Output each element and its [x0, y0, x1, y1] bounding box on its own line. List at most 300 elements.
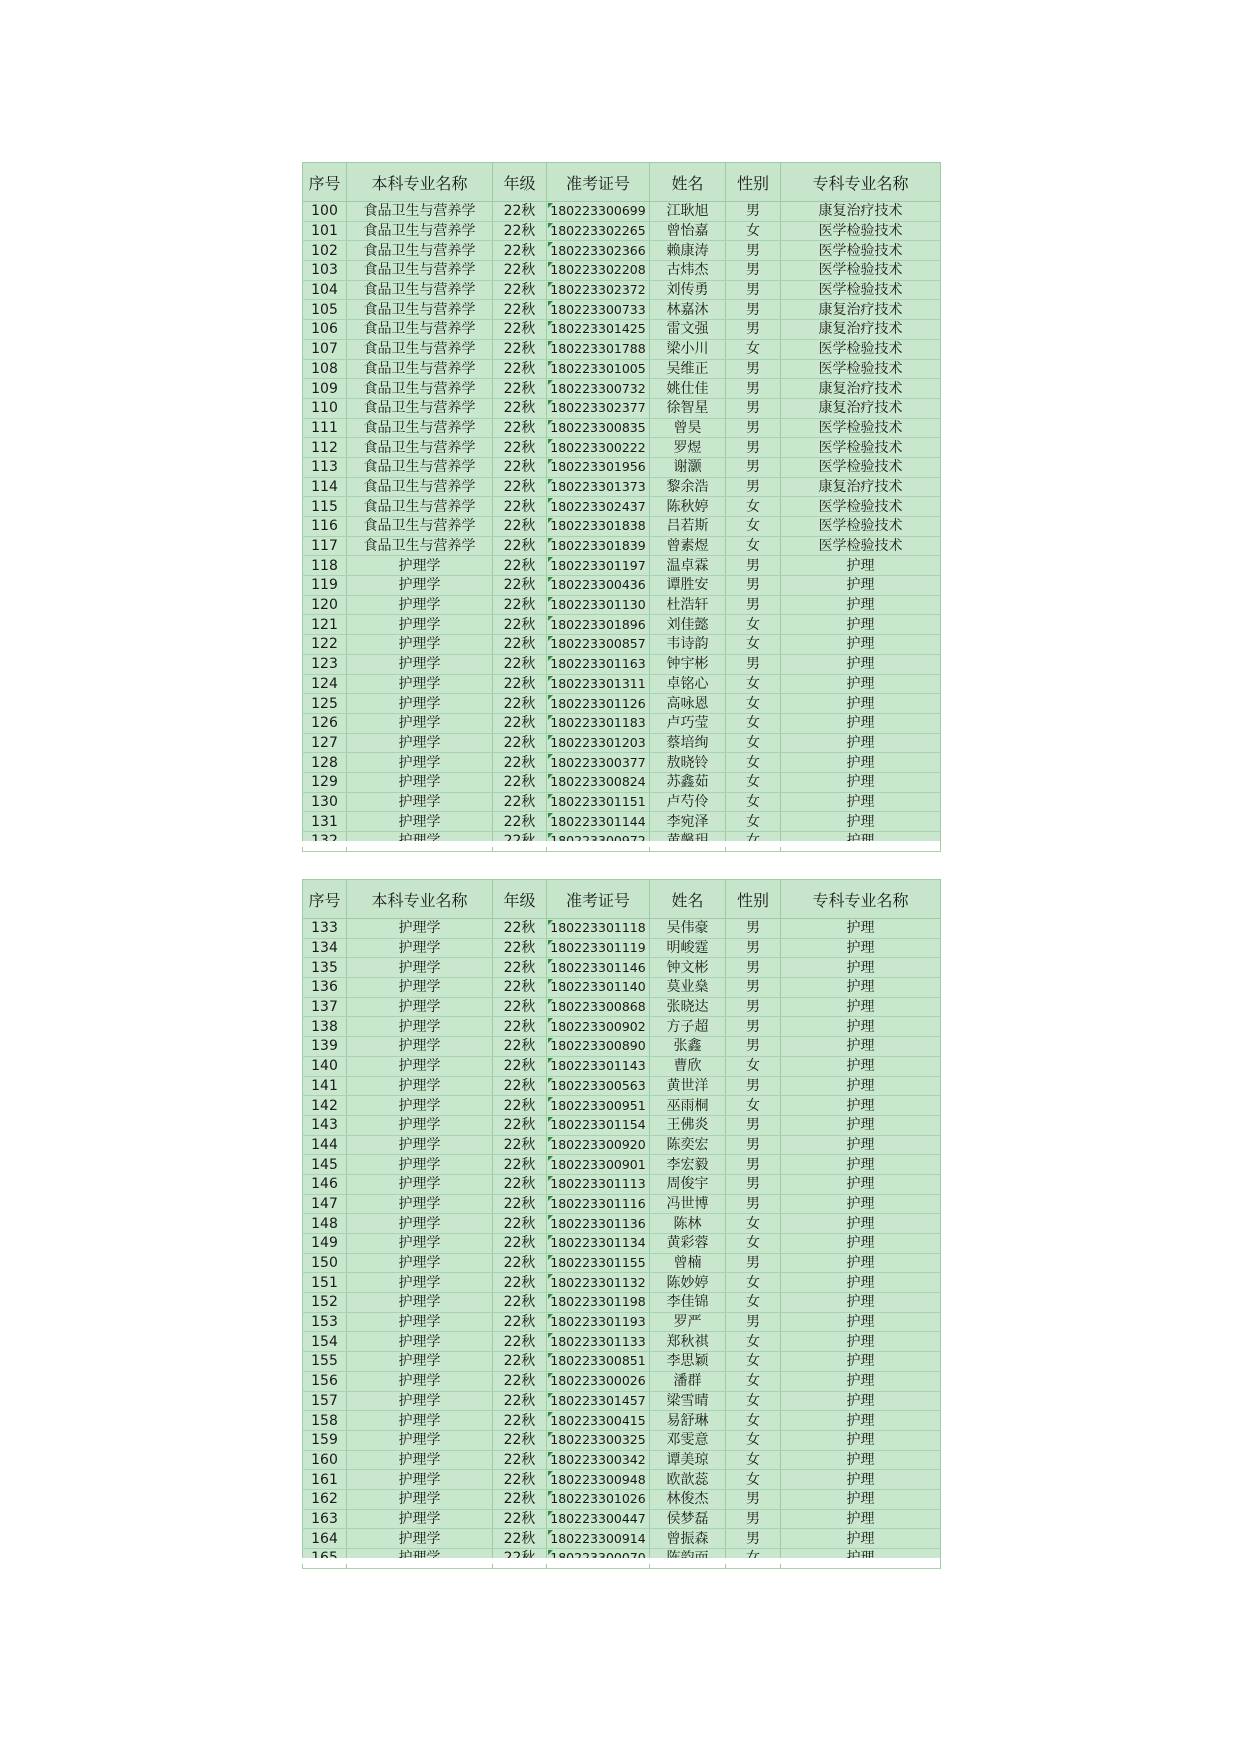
cell-exam-number: 180223301311	[547, 674, 650, 694]
cell-exam-number: 180223301193	[547, 1312, 650, 1332]
cell-bachelor-major: 护理学	[347, 1312, 493, 1332]
cell-index: 128	[303, 753, 347, 773]
cell-bachelor-major: 食品卫生与营养学	[347, 280, 493, 300]
cell-college-major: 医学检验技术	[781, 536, 941, 556]
cell-grade: 22秋	[493, 694, 547, 714]
table-row	[303, 536, 941, 556]
cell-index: 129	[303, 772, 347, 792]
table-row	[303, 635, 941, 655]
table-row	[303, 261, 941, 281]
cell-gender: 女	[726, 1056, 781, 1076]
cell-college-major: 护理	[781, 1037, 941, 1057]
cell-gender: 女	[726, 1096, 781, 1116]
cell-bachelor-major: 护理学	[347, 919, 493, 939]
cell-index: 161	[303, 1470, 347, 1490]
cell-college-major: 护理	[781, 1214, 941, 1234]
cell-college-major: 医学检验技术	[781, 418, 941, 438]
table-row	[303, 1135, 941, 1155]
cell-name: 曾振森	[650, 1529, 726, 1549]
roster-table-1	[302, 162, 940, 847]
table-row	[303, 1194, 941, 1214]
cell-index: 150	[303, 1253, 347, 1273]
table-row	[303, 1391, 941, 1411]
cell-bachelor-major: 护理学	[347, 1174, 493, 1194]
cell-college-major: 护理	[781, 654, 941, 674]
cell-gender: 男	[726, 654, 781, 674]
cell-index: 119	[303, 576, 347, 596]
cell-college-major: 护理	[781, 1135, 941, 1155]
table-row	[303, 919, 941, 939]
cell-college-major: 医学检验技术	[781, 221, 941, 241]
cell-college-major: 护理	[781, 694, 941, 714]
table-row	[303, 615, 941, 635]
cell-name: 卓铭心	[650, 674, 726, 694]
cell-bachelor-major: 护理学	[347, 1430, 493, 1450]
cell-bachelor-major: 护理学	[347, 1332, 493, 1352]
cell-exam-number: 180223300920	[547, 1135, 650, 1155]
cell-exam-number: 180223301896	[547, 615, 650, 635]
cell-bachelor-major: 护理学	[347, 1509, 493, 1529]
header-gender: 性别	[726, 880, 781, 919]
table-row	[303, 320, 941, 340]
cell-grade: 22秋	[493, 1430, 547, 1450]
cell-gender: 女	[726, 1371, 781, 1391]
cell-college-major: 护理	[781, 978, 941, 998]
cell-bachelor-major: 食品卫生与营养学	[347, 477, 493, 497]
cell-bachelor-major: 食品卫生与营养学	[347, 241, 493, 261]
cell-bachelor-major: 护理学	[347, 1037, 493, 1057]
header-exam-number: 准考证号	[547, 163, 650, 202]
cell-college-major: 护理	[781, 1391, 941, 1411]
cell-grade: 22秋	[493, 320, 547, 340]
cell-bachelor-major: 食品卫生与营养学	[347, 339, 493, 359]
cell-bachelor-major: 护理学	[347, 1096, 493, 1116]
cell-exam-number: 180223301133	[547, 1332, 650, 1352]
cell-college-major: 护理	[781, 1056, 941, 1076]
cell-college-major: 护理	[781, 1529, 941, 1549]
table-row	[303, 1332, 941, 1352]
cell-grade: 22秋	[493, 438, 547, 458]
cell-college-major: 医学检验技术	[781, 280, 941, 300]
cell-gender: 女	[726, 1293, 781, 1313]
cell-index: 122	[303, 635, 347, 655]
cell-gender: 男	[726, 359, 781, 379]
cell-gender: 男	[726, 398, 781, 418]
table-row	[303, 958, 941, 978]
cell-gender: 女	[726, 812, 781, 832]
cell-bachelor-major: 护理学	[347, 997, 493, 1017]
cell-name: 钟文彬	[650, 958, 726, 978]
cell-gender: 女	[726, 1411, 781, 1431]
cell-exam-number: 180223301838	[547, 517, 650, 537]
cell-grade: 22秋	[493, 1135, 547, 1155]
cell-name: 陈秋婷	[650, 497, 726, 517]
cell-index: 121	[303, 615, 347, 635]
cell-name: 梁雪晴	[650, 1391, 726, 1411]
cell-gender: 女	[726, 733, 781, 753]
cell-index: 100	[303, 202, 347, 222]
cell-name: 蔡培绚	[650, 733, 726, 753]
cell-index: 118	[303, 556, 347, 576]
cell-college-major: 医学检验技术	[781, 457, 941, 477]
cell-bachelor-major: 护理学	[347, 978, 493, 998]
cell-index: 149	[303, 1234, 347, 1254]
table-row	[303, 938, 941, 958]
cell-grade: 22秋	[493, 772, 547, 792]
cell-bachelor-major: 护理学	[347, 1273, 493, 1293]
header-index: 序号	[303, 163, 347, 202]
cell-bachelor-major: 护理学	[347, 1352, 493, 1372]
cell-bachelor-major: 护理学	[347, 1489, 493, 1509]
cell-bachelor-major: 护理学	[347, 674, 493, 694]
cell-name: 林嘉沐	[650, 300, 726, 320]
cell-college-major: 护理	[781, 733, 941, 753]
cell-grade: 22秋	[493, 1096, 547, 1116]
cell-bachelor-major: 护理学	[347, 1470, 493, 1490]
cell-name: 罗煜	[650, 438, 726, 458]
cell-name: 曾怡嘉	[650, 221, 726, 241]
cell-college-major: 护理	[781, 1273, 941, 1293]
cell-college-major: 护理	[781, 674, 941, 694]
cell-grade: 22秋	[493, 1056, 547, 1076]
table-row	[303, 1371, 941, 1391]
cell-index: 108	[303, 359, 347, 379]
cell-gender: 男	[726, 958, 781, 978]
cell-name: 刘佳懿	[650, 615, 726, 635]
table-row	[303, 517, 941, 537]
cell-name: 吴维正	[650, 359, 726, 379]
cell-college-major: 护理	[781, 1253, 941, 1273]
table-row	[303, 772, 941, 792]
cell-bachelor-major: 护理学	[347, 635, 493, 655]
cell-grade: 22秋	[493, 1253, 547, 1273]
table-row	[303, 978, 941, 998]
cell-exam-number: 180223301136	[547, 1214, 650, 1234]
cell-college-major: 护理	[781, 556, 941, 576]
cell-gender: 女	[726, 615, 781, 635]
cell-exam-number: 180223301198	[547, 1293, 650, 1313]
cell-grade: 22秋	[493, 1489, 547, 1509]
cell-grade: 22秋	[493, 1037, 547, 1057]
cell-college-major: 护理	[781, 792, 941, 812]
cell-index: 123	[303, 654, 347, 674]
cell-gender: 男	[726, 1253, 781, 1273]
cell-bachelor-major: 食品卫生与营养学	[347, 398, 493, 418]
cell-grade: 22秋	[493, 457, 547, 477]
cell-exam-number: 180223300342	[547, 1450, 650, 1470]
cell-college-major: 护理	[781, 958, 941, 978]
cell-exam-number: 180223300447	[547, 1509, 650, 1529]
cell-index: 114	[303, 477, 347, 497]
cell-index: 142	[303, 1096, 347, 1116]
cell-index: 117	[303, 536, 347, 556]
table-row	[303, 1293, 941, 1313]
cell-bachelor-major: 护理学	[347, 1293, 493, 1313]
cell-grade: 22秋	[493, 1470, 547, 1490]
cell-gender: 男	[726, 1076, 781, 1096]
cell-college-major: 康复治疗技术	[781, 300, 941, 320]
header-gender: 性别	[726, 163, 781, 202]
cell-college-major: 护理	[781, 615, 941, 635]
cell-gender: 女	[726, 536, 781, 556]
cell-gender: 女	[726, 497, 781, 517]
cell-grade: 22秋	[493, 1214, 547, 1234]
cell-bachelor-major: 护理学	[347, 1155, 493, 1175]
cell-index: 155	[303, 1352, 347, 1372]
cell-index: 162	[303, 1489, 347, 1509]
cell-college-major: 康复治疗技术	[781, 477, 941, 497]
cell-name: 黄彩蓉	[650, 1234, 726, 1254]
cell-grade: 22秋	[493, 221, 547, 241]
cell-exam-number: 180223300890	[547, 1037, 650, 1057]
cell-exam-number: 180223300732	[547, 379, 650, 399]
cell-exam-number: 180223300222	[547, 438, 650, 458]
cell-bachelor-major: 食品卫生与营养学	[347, 221, 493, 241]
cell-name: 张晓达	[650, 997, 726, 1017]
header-row	[303, 880, 941, 919]
cell-bachelor-major: 护理学	[347, 1214, 493, 1234]
cell-exam-number: 180223301788	[547, 339, 650, 359]
cell-name: 潘群	[650, 1371, 726, 1391]
cell-gender: 男	[726, 938, 781, 958]
cell-college-major: 医学检验技术	[781, 438, 941, 458]
cell-exam-number: 180223300851	[547, 1352, 650, 1372]
cell-gender: 男	[726, 1529, 781, 1549]
cell-grade: 22秋	[493, 497, 547, 517]
cell-grade: 22秋	[493, 1273, 547, 1293]
cell-bachelor-major: 护理学	[347, 713, 493, 733]
cell-index: 145	[303, 1155, 347, 1175]
cell-name: 罗严	[650, 1312, 726, 1332]
cell-name: 王佛炎	[650, 1115, 726, 1135]
cell-index: 152	[303, 1293, 347, 1313]
cell-gender: 男	[726, 1155, 781, 1175]
cell-gender: 女	[726, 1332, 781, 1352]
cell-index: 111	[303, 418, 347, 438]
cell-exam-number: 180223300868	[547, 997, 650, 1017]
cell-college-major: 护理	[781, 1194, 941, 1214]
table-row	[303, 280, 941, 300]
cell-bachelor-major: 食品卫生与营养学	[347, 517, 493, 537]
cell-bachelor-major: 食品卫生与营养学	[347, 536, 493, 556]
cell-bachelor-major: 食品卫生与营养学	[347, 320, 493, 340]
cell-gender: 女	[726, 792, 781, 812]
table-row	[303, 457, 941, 477]
cell-grade: 22秋	[493, 339, 547, 359]
cell-gender: 男	[726, 919, 781, 939]
cell-exam-number: 180223302437	[547, 497, 650, 517]
cell-grade: 22秋	[493, 674, 547, 694]
cell-grade: 22秋	[493, 300, 547, 320]
cell-bachelor-major: 食品卫生与营养学	[347, 438, 493, 458]
cell-name: 欧歆蕊	[650, 1470, 726, 1490]
cell-name: 谭胜安	[650, 576, 726, 596]
cell-grade: 22秋	[493, 958, 547, 978]
cell-name: 谭美琼	[650, 1450, 726, 1470]
cell-gender: 男	[726, 1115, 781, 1135]
cell-grade: 22秋	[493, 1174, 547, 1194]
cell-exam-number: 180223300377	[547, 753, 650, 773]
cell-grade: 22秋	[493, 261, 547, 281]
cell-grade: 22秋	[493, 997, 547, 1017]
cell-name: 曾素煜	[650, 536, 726, 556]
cell-name: 黎余浩	[650, 477, 726, 497]
cell-bachelor-major: 护理学	[347, 595, 493, 615]
cell-bachelor-major: 护理学	[347, 1411, 493, 1431]
cell-bachelor-major: 护理学	[347, 556, 493, 576]
header-college-major: 专科专业名称	[781, 880, 941, 919]
cell-name: 雷文强	[650, 320, 726, 340]
cell-grade: 22秋	[493, 477, 547, 497]
cell-gender: 男	[726, 1312, 781, 1332]
cell-index: 110	[303, 398, 347, 418]
cell-grade: 22秋	[493, 398, 547, 418]
cell-college-major: 医学检验技术	[781, 359, 941, 379]
cell-bachelor-major: 护理学	[347, 1391, 493, 1411]
cell-gender: 男	[726, 1017, 781, 1037]
cell-name: 苏鑫茹	[650, 772, 726, 792]
cell-bachelor-major: 护理学	[347, 1076, 493, 1096]
cell-bachelor-major: 护理学	[347, 753, 493, 773]
cell-index: 124	[303, 674, 347, 694]
cell-name: 徐智星	[650, 398, 726, 418]
table-row	[303, 1056, 941, 1076]
header-name: 姓名	[650, 880, 726, 919]
cell-bachelor-major: 护理学	[347, 615, 493, 635]
table-row	[303, 997, 941, 1017]
cell-grade: 22秋	[493, 978, 547, 998]
cell-name: 李思颖	[650, 1352, 726, 1372]
cell-index: 159	[303, 1430, 347, 1450]
cell-gender: 男	[726, 280, 781, 300]
cell-bachelor-major: 护理学	[347, 772, 493, 792]
cell-gender: 男	[726, 477, 781, 497]
cell-gender: 女	[726, 517, 781, 537]
cell-exam-number: 180223301155	[547, 1253, 650, 1273]
cell-gender: 男	[726, 1489, 781, 1509]
cell-name: 张鑫	[650, 1037, 726, 1057]
cell-name: 姚仕佳	[650, 379, 726, 399]
cell-name: 方子超	[650, 1017, 726, 1037]
cell-index: 164	[303, 1529, 347, 1549]
table-row	[303, 1076, 941, 1096]
cell-gender: 男	[726, 1174, 781, 1194]
cell-college-major: 护理	[781, 1332, 941, 1352]
cell-index: 115	[303, 497, 347, 517]
table-row	[303, 1352, 941, 1372]
cell-exam-number: 180223300901	[547, 1155, 650, 1175]
cell-college-major: 护理	[781, 595, 941, 615]
cell-college-major: 护理	[781, 1115, 941, 1135]
cell-college-major: 护理	[781, 1096, 941, 1116]
cell-exam-number: 180223301026	[547, 1489, 650, 1509]
cell-index: 134	[303, 938, 347, 958]
cell-exam-number: 180223301116	[547, 1194, 650, 1214]
cell-exam-number: 180223301183	[547, 713, 650, 733]
cell-grade: 22秋	[493, 1332, 547, 1352]
cell-exam-number: 180223301146	[547, 958, 650, 978]
cell-gender: 男	[726, 1194, 781, 1214]
cell-exam-number: 180223302377	[547, 398, 650, 418]
cell-bachelor-major: 护理学	[347, 1115, 493, 1135]
cell-grade: 22秋	[493, 713, 547, 733]
cell-name: 易舒琳	[650, 1411, 726, 1431]
cell-college-major: 护理	[781, 713, 941, 733]
cell-grade: 22秋	[493, 1371, 547, 1391]
cell-exam-number: 180223301134	[547, 1234, 650, 1254]
cell-bachelor-major: 护理学	[347, 1017, 493, 1037]
cell-bachelor-major: 食品卫生与营养学	[347, 418, 493, 438]
cell-index: 157	[303, 1391, 347, 1411]
cell-exam-number: 180223300951	[547, 1096, 650, 1116]
cell-index: 112	[303, 438, 347, 458]
cell-name: 莫业燊	[650, 978, 726, 998]
cell-college-major: 护理	[781, 1155, 941, 1175]
cell-index: 146	[303, 1174, 347, 1194]
cell-gender: 男	[726, 457, 781, 477]
cell-name: 古炜杰	[650, 261, 726, 281]
cell-exam-number: 180223300563	[547, 1076, 650, 1096]
cell-exam-number: 180223300733	[547, 300, 650, 320]
cell-gender: 男	[726, 438, 781, 458]
cell-name: 谢灏	[650, 457, 726, 477]
cell-bachelor-major: 食品卫生与营养学	[347, 497, 493, 517]
cell-grade: 22秋	[493, 1509, 547, 1529]
table-row	[303, 753, 941, 773]
cell-gender: 女	[726, 1450, 781, 1470]
table-row	[303, 241, 941, 261]
cell-name: 巫雨桐	[650, 1096, 726, 1116]
cell-index: 104	[303, 280, 347, 300]
cell-exam-number: 180223300857	[547, 635, 650, 655]
cell-index: 154	[303, 1332, 347, 1352]
table-row	[303, 477, 941, 497]
cell-exam-number: 180223300436	[547, 576, 650, 596]
cell-bachelor-major: 护理学	[347, 1371, 493, 1391]
header-grade: 年级	[493, 880, 547, 919]
cell-bachelor-major: 护理学	[347, 1529, 493, 1549]
cell-bachelor-major: 护理学	[347, 938, 493, 958]
cell-gender: 女	[726, 635, 781, 655]
cell-exam-number: 180223302372	[547, 280, 650, 300]
cell-college-major: 护理	[781, 1174, 941, 1194]
cell-college-major: 护理	[781, 812, 941, 832]
cell-exam-number: 180223301126	[547, 694, 650, 714]
cell-college-major: 护理	[781, 1489, 941, 1509]
cell-exam-number: 180223301154	[547, 1115, 650, 1135]
cell-index: 127	[303, 733, 347, 753]
cell-name: 吴伟豪	[650, 919, 726, 939]
cell-index: 120	[303, 595, 347, 615]
cell-college-major: 康复治疗技术	[781, 398, 941, 418]
table-row	[303, 1450, 941, 1470]
cell-grade: 22秋	[493, 812, 547, 832]
cell-exam-number: 180223301005	[547, 359, 650, 379]
table-row	[303, 1174, 941, 1194]
table-row	[303, 497, 941, 517]
cell-gender: 女	[726, 221, 781, 241]
cell-gender: 男	[726, 241, 781, 261]
cell-name: 黄世洋	[650, 1076, 726, 1096]
cell-name: 梁小川	[650, 339, 726, 359]
cell-grade: 22秋	[493, 1234, 547, 1254]
cell-grade: 22秋	[493, 919, 547, 939]
cell-name: 陈妙婷	[650, 1273, 726, 1293]
header-bachelor-major: 本科专业名称	[347, 880, 493, 919]
cell-exam-number: 180223301130	[547, 595, 650, 615]
cell-gender: 男	[726, 261, 781, 281]
cell-college-major: 护理	[781, 635, 941, 655]
